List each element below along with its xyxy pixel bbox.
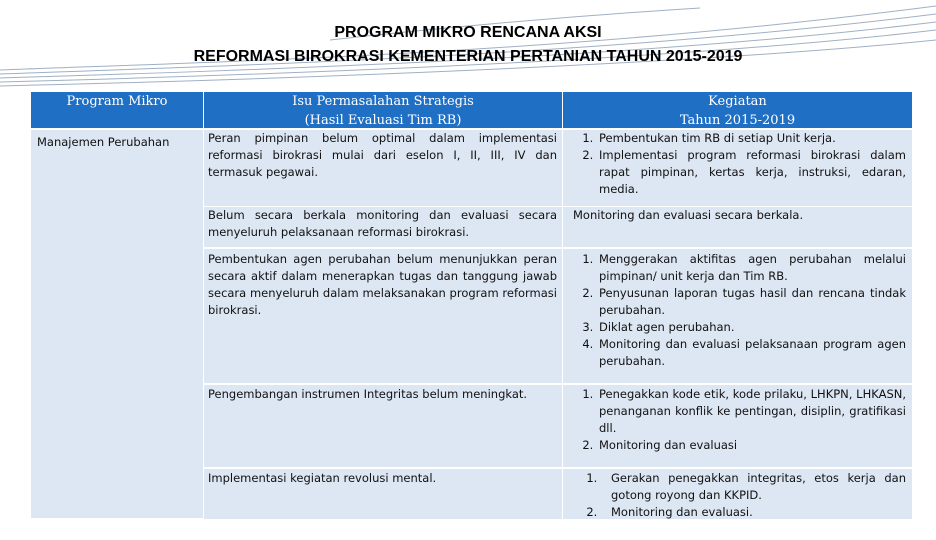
issue-text: Pengembangan instrumen Integritas belum meningkat. <box>208 387 528 401</box>
activity-item: 1. Gerakan penegakkan integritas, etos kerja dan gotong royong dan KKPID. <box>601 470 906 504</box>
table-row-1-activity <box>563 130 912 206</box>
table-row-1-issue <box>204 130 562 206</box>
page-subtitle: REFORMASI BIROKRASI KEMENTERIAN PERTANIAN TAHUN 2015-2019 <box>193 48 743 65</box>
table-row-4-issue <box>204 385 562 467</box>
activity-item: 2. Monitoring dan evaluasi. <box>601 504 906 521</box>
program-mikro-cell <box>31 130 203 518</box>
activity-item: 2. Monitoring dan evaluasi <box>597 437 906 454</box>
decorative-swoosh-lines <box>0 0 936 90</box>
activity-item: 1. Pembentukan tim RB di setiap Unit kerja. <box>597 130 906 147</box>
page-title: PROGRAM MIKRO RENCANA AKSI <box>334 24 602 41</box>
program-mikro-value: Manajemen Perubahan <box>37 135 170 149</box>
table-row-5-issue <box>204 469 562 519</box>
header-program-mikro <box>31 92 203 128</box>
activity-list <box>563 469 912 521</box>
table-row-3-issue <box>204 249 562 383</box>
header-activity-line2: Tahun 2015-2019 <box>679 113 796 128</box>
table-row-2-activity <box>563 207 912 247</box>
issue-text: Peran pimpinan belum optimal dalam implementasi reformasi birokrasi mulai dari eselon I, II, III, IV dan termasuk pegawai. <box>208 131 557 179</box>
header-issue <box>204 92 562 128</box>
activity-item: 1. Menggerakan aktifitas agen perubahan melalui pimpinan/ unit kerja dan Tim RB. <box>597 251 906 285</box>
header-program-label: Program Mikro <box>66 94 168 109</box>
table-row-5-activity <box>563 469 912 519</box>
header-issue-line1: Isu Permasalahan Strategis <box>292 94 474 109</box>
activity-item: 2. Implementasi program reformasi birokrasi dalam rapat pimpinan, kertas kerja, instruksi, edaran, media. <box>597 147 906 198</box>
activity-item: 4. Monitoring dan evaluasi pelaksanaan program agen perubahan. <box>597 336 906 370</box>
issue-text: Implementasi kegiatan revolusi mental. <box>208 471 437 485</box>
activity-item: 3. Diklat agen perubahan. <box>597 319 906 336</box>
activity-list <box>563 130 912 198</box>
activity-list <box>563 385 912 454</box>
activity-list <box>563 249 912 370</box>
issue-text: Belum secara berkala monitoring dan evaluasi secara menyeluruh pelaksanaan reformasi birokrasi. <box>208 208 557 239</box>
table-row-4-activity <box>563 385 912 467</box>
issue-text: Pembentukan agen perubahan belum menunjukkan peran secara aktif dalam menerapkan tugas dan tanggung jawab secara menyeluruh dalam melaksanakan program reformasi birokrasi. <box>208 252 557 317</box>
activity-item: 1. Penegakkan kode etik, kode prilaku, LHKPN, LHKASN, penanganan konflik ke pentingan, disiplin, gratifikasi dll. <box>597 386 906 437</box>
table-row-2-issue <box>204 207 562 247</box>
table-row-3-activity <box>563 249 912 383</box>
header-activity-line1: Kegiatan <box>708 94 767 109</box>
activity-text: Monitoring dan evaluasi secara berkala. <box>573 208 804 222</box>
header-issue-line2: (Hasil Evaluasi Tim RB) <box>304 113 462 128</box>
header-activity <box>563 92 912 128</box>
activity-item: 2. Penyusunan laporan tugas hasil dan rencana tindak perubahan. <box>597 285 906 319</box>
